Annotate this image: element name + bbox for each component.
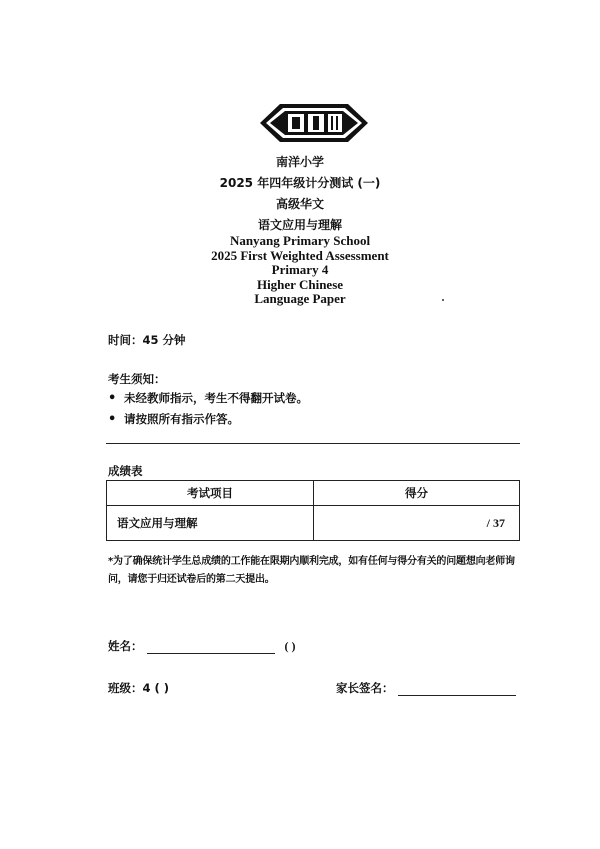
school-name-en: Nanyang Primary School [229,233,371,248]
level-en: Primary 4 [271,262,329,277]
school-name-cn: 南洋小学 [275,155,324,169]
parent-signature-row [336,680,516,696]
divider [106,443,520,444]
footnote: *为了确保统计学生总成绩的工作能在限期内顺利完成，如有任何与得分有关的问题想向老师询问，请您于归还试卷后的第二天提出。 [108,556,515,585]
list-item: • 未经教师指示，考生不得翻开试卷。 [108,388,308,409]
name-field-row [108,638,296,654]
column-header-score: 得分 [314,481,520,506]
name-field[interactable] [147,641,275,654]
class-field[interactable]: 班级：4 ( ) [108,681,170,695]
header-en [0,234,600,307]
column-header-item: 考试项目 [107,481,314,506]
list-item: • 请按照所有指示作答。 [108,409,308,430]
notice-list [108,388,308,430]
parent-signature-label: 家长签名： [336,681,394,695]
table-cell-item: 语文应用与理解 [107,506,314,541]
header-cn [0,152,600,236]
bullet-icon: • [108,391,117,406]
score-table [106,480,520,541]
scan-speck [442,299,444,301]
notice-title: 考生须知： [108,372,166,386]
bullet-icon: • [108,412,117,427]
index-number-field[interactable]: ( ) [284,639,296,653]
subject-cn: 高级华文 [275,197,324,211]
paper-title-cn: 语文应用与理解 [257,218,342,232]
subject-en: Higher Chinese [256,276,344,292]
paper-title-en: Language Paper [254,291,346,306]
assessment-title-cn: 2025 年四年级计分测试 (一) [219,176,381,190]
time-label: 时间：45 分钟 [108,333,186,347]
table-header-row [107,481,520,506]
name-label: 姓名： [108,639,143,653]
school-logo-icon [258,98,370,148]
table-row [107,506,520,541]
parent-signature-field[interactable] [398,683,516,696]
score-table-title: 成绩表 [108,464,143,478]
assessment-title-en: 2025 First Weighted Assessment [211,247,389,263]
table-cell-score[interactable]: / 37 [314,506,520,541]
